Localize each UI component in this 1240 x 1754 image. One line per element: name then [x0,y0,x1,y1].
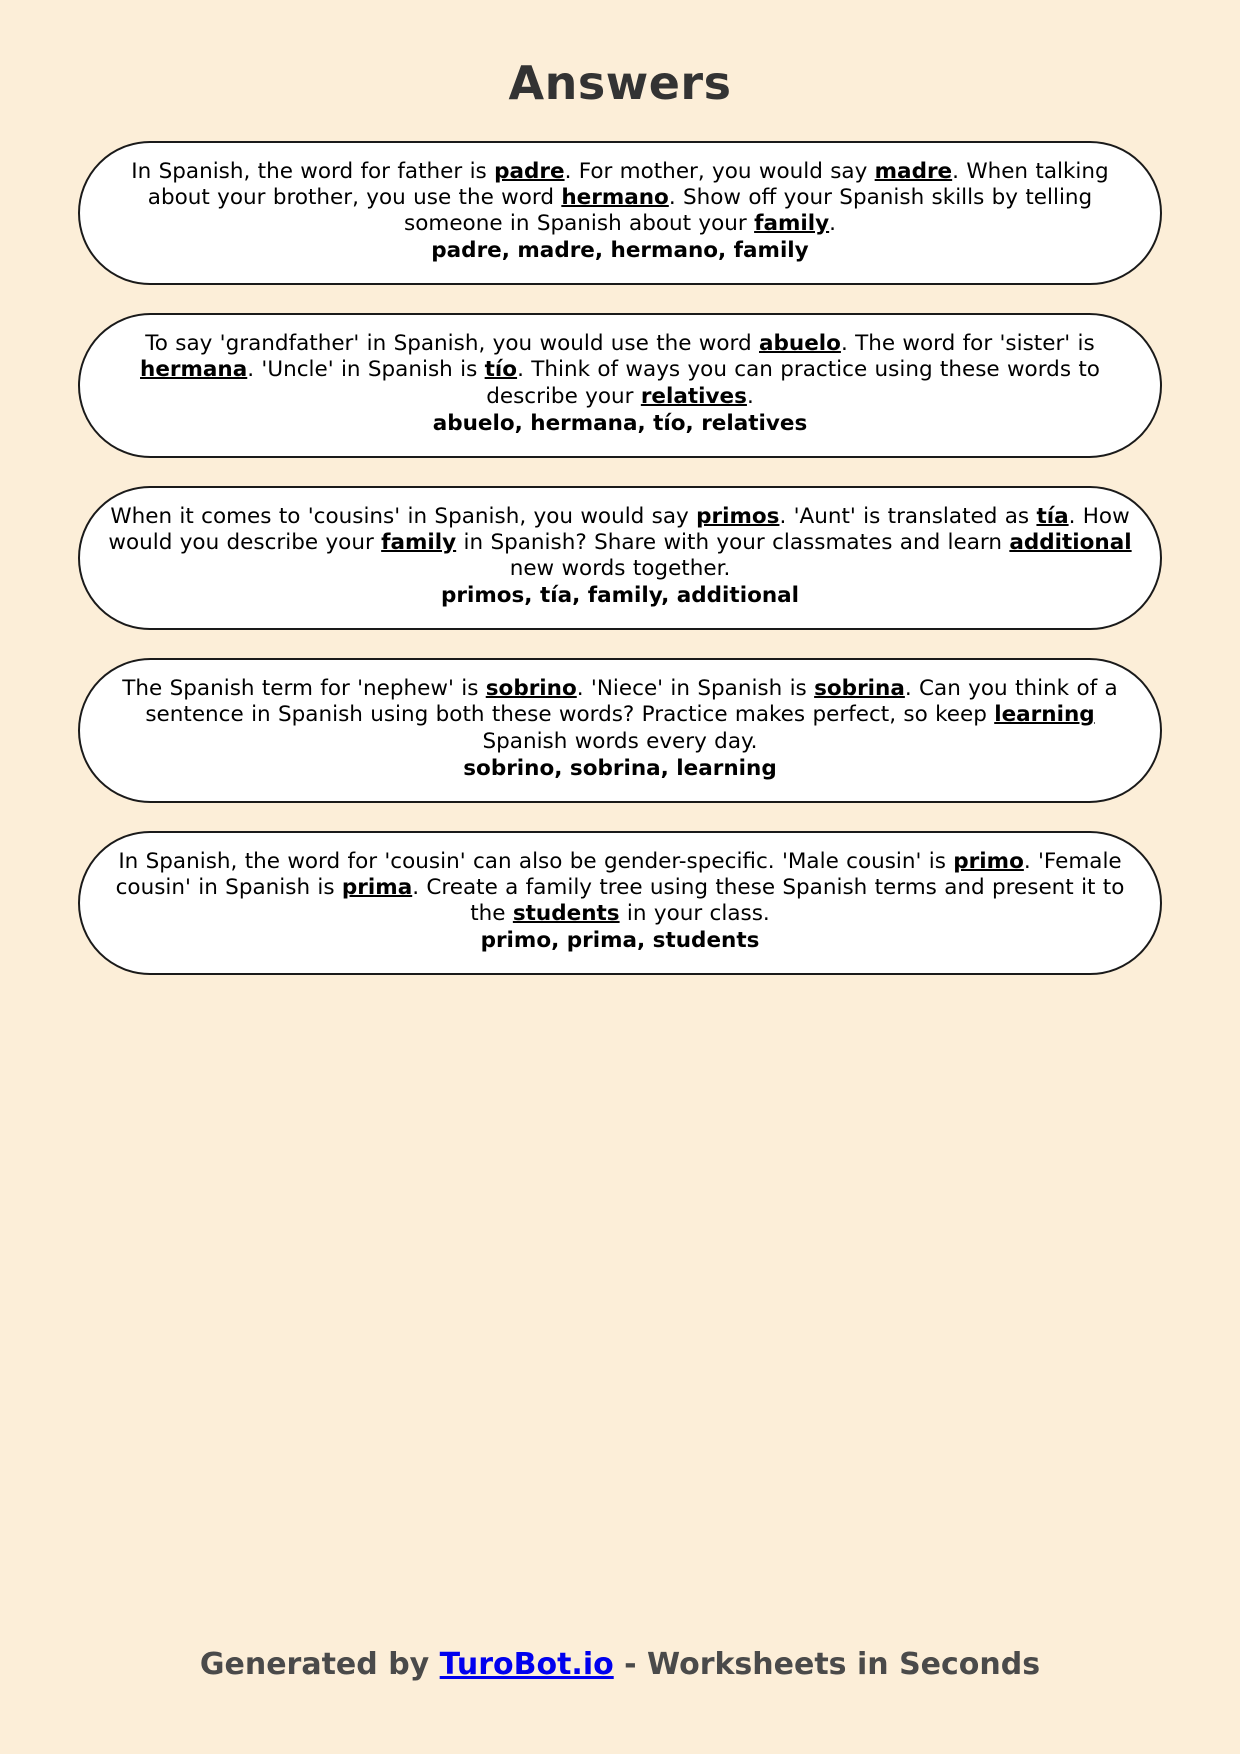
answer-text-segment: . Show off your Spanish skills by telling someone in Spanish about your [404,184,1093,237]
answer-text-segment: . The word for 'sister' is [840,331,1095,357]
answer-keyword-inline: primo [953,848,1024,874]
answer-text [104,159,1136,238]
answer-text-segment: in your class. [619,901,770,927]
footer-prefix: Generated by [199,1647,440,1682]
answer-text-segment: To say 'grandfather' in Spanish, you would use the word [145,331,759,357]
answer-box [78,141,1162,286]
answer-text [104,849,1136,928]
answer-keywords: padre, madre, hermano, family [431,238,809,264]
answer-text-segment: . 'Niece' in Spanish is [576,676,815,702]
answer-keyword-inline: sobrino [485,676,577,702]
answer-keyword-inline: tía [1036,503,1069,529]
answer-keyword-inline: learning [994,702,1095,728]
answer-box [78,313,1162,458]
page-title: Answers [508,56,732,110]
answer-text-segment: The Spanish term for 'nephew' is [122,676,486,702]
answer-text-segment: Spanish words every day. [482,728,758,754]
footer-suffix: - Worksheets in Seconds [613,1647,1041,1682]
answers-list [0,141,1240,976]
answer-text-segment: . 'Female cousin' in Spanish is [115,848,1122,900]
answer-text-segment: . 'Aunt' is translated as [779,503,1037,529]
answer-box [78,658,1162,803]
answer-keyword-inline: family [754,211,830,237]
answer-text-segment: . [746,383,754,409]
answer-keyword-inline: students [512,901,620,927]
answer-keyword-inline: madre [874,158,953,184]
answer-box [78,486,1162,631]
answer-keyword-inline: sobrina [814,676,905,702]
answer-text-segment: In Spanish, the word for 'cousin' can also be gender-specific. 'Male cousin' is [118,848,954,874]
answer-text [104,676,1136,755]
answer-keyword-inline: hermana [140,357,248,383]
answer-text [104,504,1136,583]
answer-text [104,331,1136,410]
answer-keyword-inline: primos [696,503,780,529]
answer-text-segment: in Spanish? Share with your classmates and learn [456,529,1010,555]
answer-text-segment: . 'Uncle' in Spanish is [247,357,485,383]
answer-text-segment: When it comes to 'cousins' in Spanish, you would say [110,503,697,529]
answer-text-segment: . When talking about your brother, you use the word [147,158,1109,210]
answer-keyword-inline: padre [494,158,565,184]
answer-keyword-inline: abuelo [759,331,841,357]
answer-keyword-inline: additional [1009,529,1132,555]
answer-text-segment: . How would you describe your [108,503,1130,555]
answer-text-segment: . Create a family tree using these Spanish terms and present it to the [412,874,1125,927]
answer-text-segment: . [829,211,836,237]
answer-keyword-inline: tío [484,357,518,383]
footer [0,1647,1240,1682]
answer-keyword-inline: prima [341,874,413,900]
answer-keyword-inline: relatives [640,383,747,409]
answer-keyword-inline: family [381,529,457,555]
turobot-link[interactable]: TuroBot.io [439,1647,614,1682]
answer-text-segment: new words together. [509,556,731,582]
answer-text-segment: . For mother, you would say [564,158,875,184]
answer-text-segment: . Can you think of a sentence in Spanish using both these words? Practice makes perfect, so keep [145,676,1118,728]
answer-keyword-inline: hermano [561,184,669,210]
answer-box [78,831,1162,976]
answer-keywords: sobrino, sobrina, learning [463,755,777,781]
answer-text-segment: . Think of ways you can practice using these words to describe your [486,357,1100,409]
answer-keywords: abuelo, hermana, tío, relatives [432,410,808,436]
answer-keywords: primo, prima, students [480,928,760,954]
answer-text-segment: In Spanish, the word for father is [131,158,495,184]
answer-keywords: primos, tía, family, additional [440,583,800,609]
